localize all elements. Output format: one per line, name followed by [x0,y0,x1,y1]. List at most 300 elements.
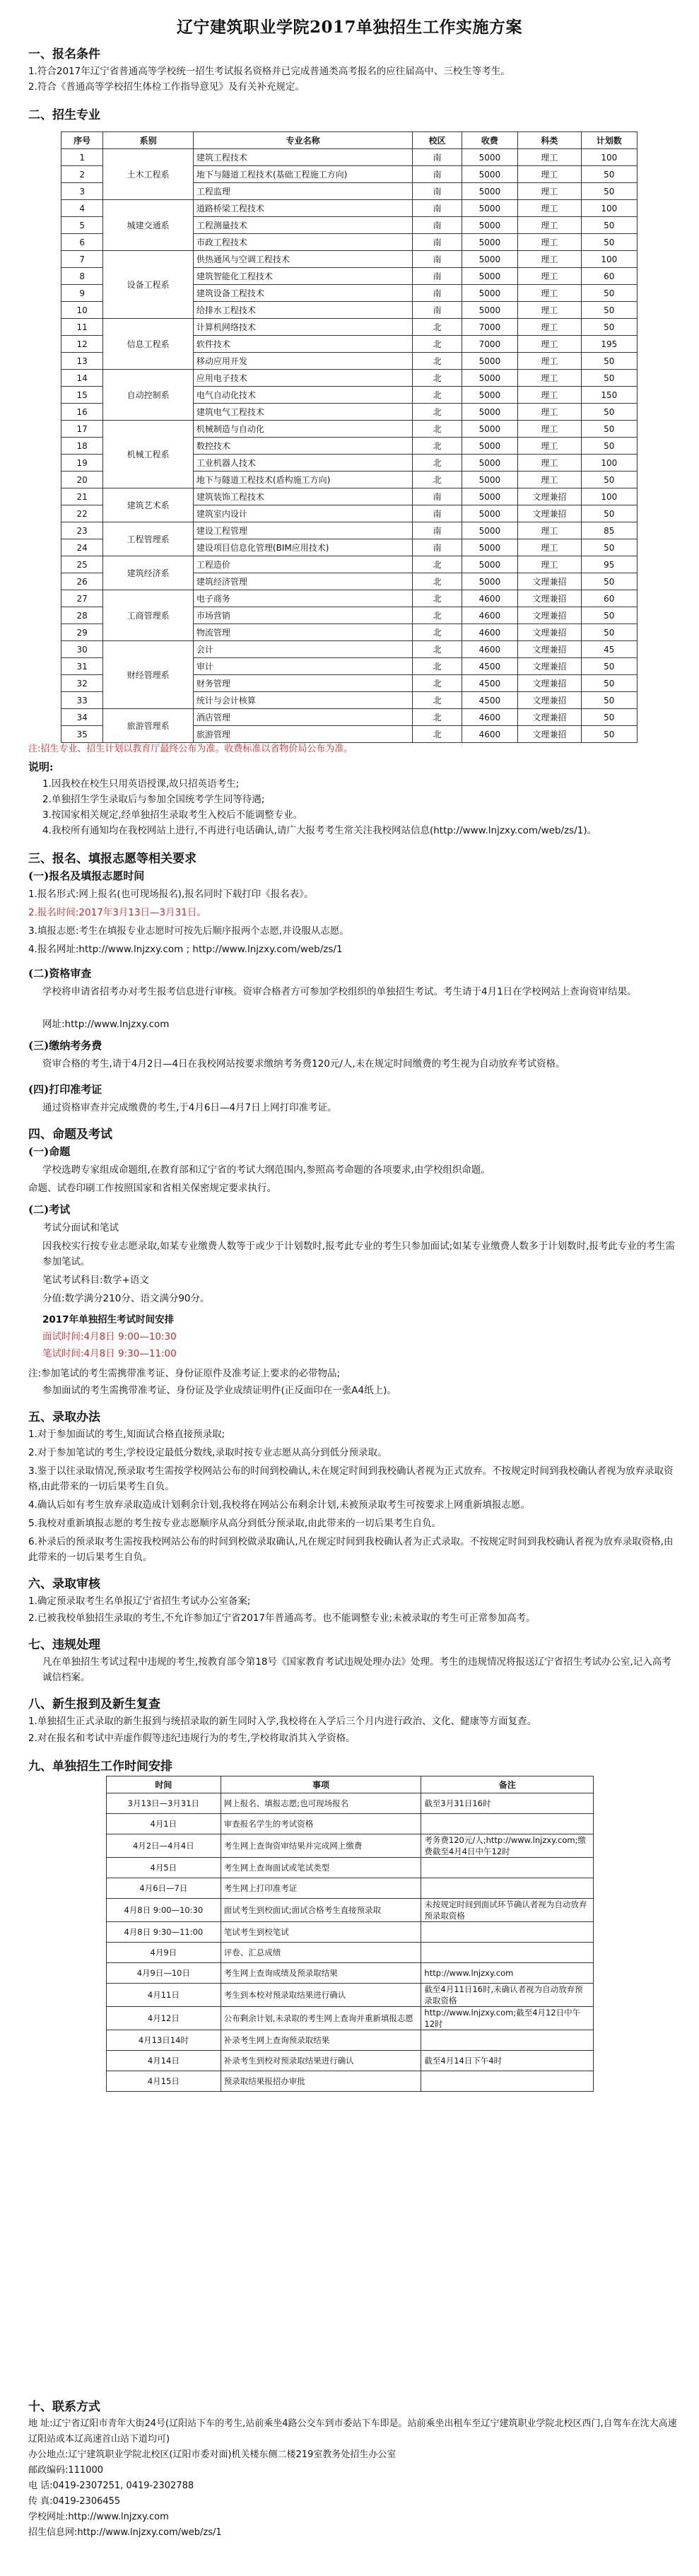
table-header-cell: 时间 [107,1776,221,1793]
table-cell: 计算机网络技术 [193,319,413,336]
table-row [107,1814,594,1834]
table-cell: 35 [61,726,103,743]
table-cell: 50 [581,302,637,319]
table-cell: 5000 [462,149,517,166]
table-cell: 预录取结果报招办审批 [221,2071,421,2092]
table-header-cell: 校区 [413,132,462,149]
enrollment-item-1: 1.单独招生正式录取的新生报到与统招录取的新生同时入学,我校将在入学后三个月内进行政治、文化、健康等方面复查。 [28,1716,537,1727]
qualification-text: 学校将申请省招考办对考生报考信息进行审核。资审合格者方可参加学校组织的单独招生考试。考生请于4月1日在学校网站上查询资审结果。 [42,986,637,997]
table-cell: 补录考生网上查询预录取结果 [221,2030,421,2051]
table-cell: 南 [413,505,462,522]
table-cell: 南 [413,166,462,183]
enrollment-item-2: 2.对在报名和考试中弄虚作假等违纪违规行为的考生,学校将取消其入学资格。 [28,1733,356,1744]
table-cell: 4 [61,200,103,217]
table-header-cell: 科类 [518,132,581,149]
section-heading-violation: 七、违规处理 [28,1638,100,1652]
table-cell: 50 [581,166,637,183]
table-cell: 50 [581,472,637,488]
table-cell: 文理兼招 [518,624,581,641]
table-cell: 100 [581,251,637,268]
table-cell: 5000 [462,234,517,251]
table-cell: 5 [61,217,103,234]
table-cell: 100 [581,455,637,472]
table-cell: 道路桥梁工程技术 [193,200,413,217]
table-cell: 18 [61,438,103,455]
table-cell: 北 [413,624,462,641]
table-cell: 物流管理 [193,624,413,641]
table-cell: 理工 [518,166,581,183]
table-cell: 23 [61,522,103,539]
table-cell: 财务管理 [193,675,413,692]
table-cell: 2 [61,166,103,183]
table-row [107,2071,594,2092]
table-cell: 市场营销 [193,607,413,624]
table-cell: 50 [581,675,637,692]
table-cell: 34 [61,709,103,726]
contact-line: 传 真:0419-2306455 [28,2496,121,2507]
table-cell: 4月1日 [107,1814,221,1834]
table-row [107,2007,594,2030]
sub-heading-fee: (三)缴纳考务费 [28,1039,102,1052]
table-header-row [61,132,638,149]
table-cell: 建设项目信息化管理(BIM应用技术) [193,539,413,556]
table-cell: 北 [413,336,462,353]
exam-note-2: 参加面试的考生需携带准考证、身份证及学业成绩证明件(正反面印在一张A4纸上)。 [42,1385,397,1396]
table-cell: 5000 [462,251,517,268]
table-cell: 北 [413,353,462,370]
table-cell: 北 [413,709,462,726]
table-cell: 50 [581,607,637,624]
sub-heading-exam: (二)考试 [28,1203,71,1216]
table-cell: 理工 [518,438,581,455]
qualification-url[interactable]: 网址:http://www.lnjzxy.com [42,1019,170,1030]
table-cell: 4月12日 [107,2007,221,2030]
admission-item-3: 3.鉴于以往录取情况,预录取考生需按学校网站公布的时间到校确认,未在规定时间到我校确认者视为正式放弃。不按规定时间到我校确认者视为放弃录取资格,由此带来的一切后果考生自负。 [28,1465,674,1492]
table-cell: 29 [61,624,103,641]
department-cell: 自动控制系 [103,370,194,421]
table-cell: 理工 [518,556,581,573]
admission-item-2: 2.对于参加笔试的考生,学校设定最低分数线,录取时按专业志愿从高分到低分预录取。 [28,1447,387,1458]
fee-text: 资审合格的考生,请于4月2日—4日在我校网站按要求缴纳考务费120元/人,未在规定时间缴费的考生视为自动放弃考试资格。 [42,1058,565,1070]
department-cell: 机械工程系 [103,421,194,488]
section-heading-schedule: 九、单独招生工作时间安排 [28,1760,172,1774]
table-cell: 北 [413,658,462,675]
table-cell: 公布剩余计划,未录取的考生网上查询并重新填报志愿 [221,2007,421,2030]
table-cell: 供热通风与空调工程技术 [193,251,413,268]
table-cell: 13 [61,353,103,370]
contact-line: 电 话:0419-2307251, 0419-2302788 [28,2481,194,2491]
table-cell: 北 [413,692,462,709]
table-cell: 15 [61,387,103,404]
table-cell: http://www.lnjzxy.com [421,1963,594,1984]
review-item-1: 1.确定预录取考生名单报辽宁省招生考试办公室备案; [28,1596,251,1607]
table-cell: 北 [413,438,462,455]
admission-item-6: 6.补录后的预录取考生需按我校网站公布的时间到校做录取确认,凡在规定时间到我校确认者为正式录取。不按规定时间到我校确认者视为放弃录取资格,由此带来的一切后果考生自负。 [28,1536,674,1563]
table-cell: 理工 [518,472,581,488]
department-cell: 财经管理系 [103,641,194,709]
table-cell: 4500 [462,658,517,675]
table-cell: 4月15日 [107,2071,221,2092]
table-cell: 北 [413,387,462,404]
table-cell: 5000 [462,353,517,370]
table-cell: 60 [581,268,637,285]
admission-ticket-text: 通过资格审查并完成缴费的考生,于4月6日—4月7日上网打印准考证。 [42,1102,337,1113]
table-cell: 考生网上打印准考证 [221,1878,421,1899]
interview-time: 面试时间:4月8日 9:00—10:30 [42,1331,177,1342]
department-cell: 建筑艺术系 [103,488,194,522]
department-cell: 信息工程系 [103,319,194,370]
table-cell: 理工 [518,421,581,438]
table-cell: 5000 [462,200,517,217]
table-cell: 北 [413,573,462,590]
admission-item-4: 4.确认后如有考生放弃录取造成计划剩余计划,我校将在网站公布剩余计划,未被预录取考生可按要求上网重新填报志愿。 [28,1499,530,1511]
table-cell: 北 [413,726,462,743]
table-row [107,1878,594,1899]
table-cell: 4600 [462,709,517,726]
table-cell: 文理兼招 [518,675,581,692]
table-cell: 3 [61,183,103,200]
table-header-cell: 收费 [462,132,517,149]
table-cell: 南 [413,234,462,251]
table-cell: 4月2日—4月4日 [107,1834,221,1858]
sub-heading-admission-ticket: (四)打印准考证 [28,1083,102,1096]
table-cell: 工程监理 [193,183,413,200]
table-cell: 工程测量技术 [193,217,413,234]
table-cell: 文理兼招 [518,505,581,522]
table-cell [421,1943,594,1963]
table-cell: 北 [413,556,462,573]
table-cell: 4月9日 [107,1943,221,1963]
table-cell: 建筑室内设计 [193,505,413,522]
table-cell: 4600 [462,607,517,624]
table-cell: 50 [581,624,637,641]
table-cell: 50 [581,404,637,421]
table-cell: 5000 [462,421,517,438]
table-cell: 未按规定时间到面试环节确认者视为自动放弃预录取资格 [421,1899,594,1922]
table-cell: 北 [413,404,462,421]
table-cell: 4月5日 [107,1858,221,1878]
department-cell: 土木工程系 [103,149,194,200]
registration-item-4[interactable]: 4.报名网址:http://www.lnjzxy.com ; http://www.lnjzxy.com/web/zs/1 [28,944,343,955]
table-cell: 南 [413,539,462,556]
section-heading-requirements: 三、报名、填报志愿等相关要求 [28,852,196,866]
table-cell: 理工 [518,336,581,353]
table-cell: 网上报名、填报志愿;也可现场报名 [221,1793,421,1814]
table-cell: 5000 [462,166,517,183]
table-cell: 理工 [518,302,581,319]
majors-table [61,131,638,743]
table-cell: 50 [581,234,637,251]
table-cell: 建筑电气工程技术 [193,404,413,421]
table-cell: 南 [413,149,462,166]
sub-heading-registration-time: (一)报名及填报志愿时间 [28,870,145,882]
table-cell: 北 [413,319,462,336]
admission-item-1: 1.对于参加面试的考生,知面试合格直接预录取; [28,1429,225,1440]
table-cell: 60 [581,590,637,607]
table-row [107,2030,594,2051]
table-cell: 25 [61,556,103,573]
table-row [61,488,638,505]
table-cell: 26 [61,573,103,590]
explain-item-3: 3.按国家相关规定,经单独招生录取考生入校后不能调整专业。 [42,809,303,821]
table-cell: 4600 [462,641,517,658]
exam-note-1: 注:参加笔试的考生需携带准考证、身份证原件及准考证上要求的必带物品; [28,1368,341,1379]
exam-subjects: 笔试考试科目:数学+语文 [42,1275,149,1286]
section-heading-majors: 二、招生专业 [28,108,100,122]
table-cell: 北 [413,370,462,387]
table-cell: 理工 [518,234,581,251]
table-cell: 电子商务 [193,590,413,607]
table-cell: 32 [61,675,103,692]
table-cell: 16 [61,404,103,421]
contact-line: 办公地点:辽宁建筑职业学院北校区(辽阳市委对面)机关楼东侧二楼219室教务处招生办公室 [28,2449,397,2460]
table-header-cell: 备注 [421,1776,594,1793]
table-header-cell: 事项 [221,1776,421,1793]
table-cell: 北 [413,675,462,692]
table-cell: 7000 [462,336,517,353]
section-heading-exam: 四、命题及考试 [28,1128,112,1142]
table-cell: 5000 [462,285,517,302]
table-cell: 4月14日 [107,2051,221,2071]
section-heading-contact: 十、联系方式 [28,2400,100,2414]
table-cell [421,1922,594,1943]
table-cell: 4月6日—7日 [107,1878,221,1899]
table-cell: 19 [61,455,103,472]
table-cell: 考生到本校对预录取结果进行确认 [221,1984,421,2007]
table-cell: 电气自动化技术 [193,387,413,404]
table-row [107,1943,594,1963]
table-cell: 30 [61,641,103,658]
table-cell: 4500 [462,675,517,692]
explain-item-2: 2.单独招生学生录取后与参加全国统考学生同等待遇; [42,794,265,805]
table-cell: 5000 [462,539,517,556]
table-cell: 50 [581,438,637,455]
table-row [107,1922,594,1943]
table-cell: 5000 [462,268,517,285]
table-cell: 5000 [462,573,517,590]
table-cell: 理工 [518,370,581,387]
table-header-row [107,1776,594,1793]
condition-item-2: 2.符合《普通高等学校招生体检工作指导意见》及有关补充规定。 [28,81,305,93]
table-cell: 4月13日14时 [107,2030,221,2051]
table-cell: 4600 [462,726,517,743]
condition-item-1: 1.符合2017年辽宁省普通高等学校统一招生考试报名资格并已完成普通类高考报名的应往届高中、三校生等考生。 [28,66,510,77]
table-header-cell: 专业名称 [193,132,413,149]
registration-item-3: 3.填报志愿:考生在填报专业志愿时可按先后顺序报两个志愿,并设服从志愿。 [28,925,349,937]
table-cell: 21 [61,488,103,505]
section-heading-enrollment: 八、新生报到及新生复查 [28,1697,160,1711]
table-row [61,522,638,539]
table-cell: 5000 [462,404,517,421]
table-cell: 50 [581,285,637,302]
table-row [61,149,638,166]
table-cell: 考务费120元/人;http://www.lnjzxy.com;缴费截至4月4日中午12时 [421,1834,594,1858]
contact-block [28,2416,679,2541]
table-cell: 考生网上查询面试或笔试类型 [221,1858,421,1878]
table-cell: 理工 [518,285,581,302]
table-cell: 195 [581,336,637,353]
table-cell: 南 [413,217,462,234]
table-cell: 理工 [518,353,581,370]
table-cell: 5000 [462,522,517,539]
table-cell: 酒店管理 [193,709,413,726]
section-heading-review: 六、录取审核 [28,1577,100,1591]
table-cell: 北 [413,590,462,607]
table-cell: 统计与会计核算 [193,692,413,709]
table-cell [421,2030,594,2051]
table-cell: 审计 [193,658,413,675]
table-cell: 软件技术 [193,336,413,353]
table-row [61,709,638,726]
table-cell: 12 [61,336,103,353]
table-cell: 机械制造与自动化 [193,421,413,438]
table-cell: 28 [61,607,103,624]
table-row [61,556,638,573]
table-cell: 建筑智能化工程技术 [193,268,413,285]
table-cell: 南 [413,268,462,285]
table-cell: 33 [61,692,103,709]
violation-text: 凡在单独招生考试过程中违规的考生,按教育部令第18号《国家教育考试违规处理办法》处理。考生的违规情况将报送辽宁省招生考试办公室,记入高考诚信档案。 [42,1656,671,1683]
table-cell: 理工 [518,217,581,234]
table-cell: 5000 [462,217,517,234]
table-cell: 5000 [462,505,517,522]
page-title: 辽宁建筑职业学院2017单独招生工作实施方案 [176,18,522,37]
table-cell: 100 [581,488,637,505]
table-cell: 旅游管理 [193,726,413,743]
review-item-2: 2.已被我校单独招生录取的考生,不允许参加辽宁省2017年普通高考。也不能调整专业;未被录取的考生可正常参加高考。 [28,1612,536,1624]
table-cell: 4月11日 [107,1984,221,2007]
written-exam-time: 笔试时间:4月8日 9:30—11:00 [42,1348,177,1359]
table-cell: 建设工程管理 [193,522,413,539]
table-cell: 文理兼招 [518,641,581,658]
department-cell: 建筑经济系 [103,556,194,590]
table-cell: 建筑装饰工程技术 [193,488,413,505]
registration-item-2: 2.报名时间:2017年3月13日—3月31日。 [28,907,206,918]
table-cell: 文理兼招 [518,658,581,675]
exam-scores: 分值:数学满分210分、语文满分90分。 [42,1293,210,1304]
department-cell: 旅游管理系 [103,709,194,743]
table-cell: 22 [61,505,103,522]
table-cell: 4500 [462,692,517,709]
contact-line[interactable]: 招生信息网:http://www.lnjzxy.com/web/zs/1 [28,2527,222,2538]
explain-heading: 说明: [28,761,54,773]
table-cell: 95 [581,556,637,573]
table-cell: 南 [413,522,462,539]
table-cell: 北 [413,455,462,472]
table-cell: 3月13日—3月31日 [107,1793,221,1814]
table-cell: 理工 [518,539,581,556]
table-cell: 10 [61,302,103,319]
table-cell: 5000 [462,370,517,387]
table-cell: 理工 [518,455,581,472]
table-cell: 会计 [193,641,413,658]
section-heading-admission: 五、录取办法 [28,1410,100,1424]
table-cell: 南 [413,200,462,217]
table-cell: 数控技术 [193,438,413,455]
table-cell: 南 [413,285,462,302]
table-cell: 11 [61,319,103,336]
table-cell: 5000 [462,472,517,488]
table-cell: 17 [61,421,103,438]
table-cell: 理工 [518,251,581,268]
table-row [61,251,638,268]
table-cell: 截至4月14日下午4时 [421,2051,594,2071]
schedule-table [106,1776,594,2092]
majors-note: 注:招生专业、招生计划以教育厅最终公布为准。收费标准以省物价局公布为准。 [28,744,353,754]
table-cell: 文理兼招 [518,709,581,726]
table-row [61,200,638,217]
contact-line[interactable]: 学校网址:http://www.lnjzxy.com [28,2512,169,2522]
table-header-cell: 序号 [61,132,103,149]
table-cell: 7 [61,251,103,268]
table-cell: 6 [61,234,103,251]
table-cell: 4月9日—10日 [107,1963,221,1984]
table-cell: 85 [581,522,637,539]
table-cell: 4600 [462,590,517,607]
table-cell: 8 [61,268,103,285]
department-cell: 工程管理系 [103,522,194,556]
table-cell: 50 [581,370,637,387]
admission-item-5: 5.我校对重新填报志愿的考生按专业志愿顺序从高分到低分预录取,由此带来的一切后果考生自负。 [28,1518,442,1529]
table-cell: 50 [581,692,637,709]
table-cell: http://www.lnjzxy.com;截至4月12日中午12时 [421,2007,594,2030]
table-cell: 理工 [518,268,581,285]
table-cell: 4600 [462,624,517,641]
table-cell: 审查报名学生的考试资格 [221,1814,421,1834]
table-cell: 文理兼招 [518,573,581,590]
table-cell: 考生网上查询成绩及预录取结果 [221,1963,421,1984]
registration-item-1: 1.报名形式:网上报名(也可现场报名),报名同时下载打印《报名表》。 [28,889,314,900]
table-row [61,590,638,607]
table-cell: 南 [413,488,462,505]
table-cell: 南 [413,302,462,319]
contact-line: 邮政编码:111000 [28,2465,104,2476]
table-cell: 补录考生到校对预录取结果进行确认 [221,2051,421,2071]
table-cell: 50 [581,319,637,336]
table-cell: 50 [581,573,637,590]
table-row [107,1984,594,2007]
table-cell: 24 [61,539,103,556]
table-cell: 50 [581,183,637,200]
table-cell: 市政工程技术 [193,234,413,251]
table-cell: 50 [581,709,637,726]
table-cell: 5000 [462,302,517,319]
table-cell: 4月8日 9:00—10:30 [107,1899,221,1922]
table-row [107,1858,594,1878]
table-cell: 建筑工程技术 [193,149,413,166]
table-cell: 文理兼招 [518,607,581,624]
department-cell: 工商管理系 [103,590,194,641]
table-cell: 文理兼招 [518,692,581,709]
table-cell: 截至3月31日16时 [421,1793,594,1814]
table-cell [421,2071,594,2092]
department-cell: 城建交通系 [103,200,194,251]
table-cell: 文理兼招 [518,488,581,505]
table-row [61,370,638,387]
table-cell: 理工 [518,387,581,404]
proposition-text-2: 命题、试卷印刷工作按照国家和省相关保密规定要求执行。 [28,1183,276,1194]
table-cell: 45 [581,641,637,658]
table-row [107,1834,594,1858]
table-cell [421,1878,594,1899]
proposition-text: 学校选聘专家组成命题组,在教育部和辽宁省的考试大纲范围内,参照高考命题的各项要求,由学校组织命题。 [42,1164,491,1176]
exam-type-text: 考试分面试和笔试 [42,1222,119,1234]
table-cell: 14 [61,370,103,387]
table-cell: 笔试考生到校笔试 [221,1922,421,1943]
table-cell: 100 [581,200,637,217]
table-row [107,2051,594,2071]
explain-item-4: 4.我校所有通知均在我校网站上进行,不再进行电话确认,请广大报考考生常关注我校网站信息(http://www.lnjzxy.com/web/zs/1)。 [42,825,597,836]
